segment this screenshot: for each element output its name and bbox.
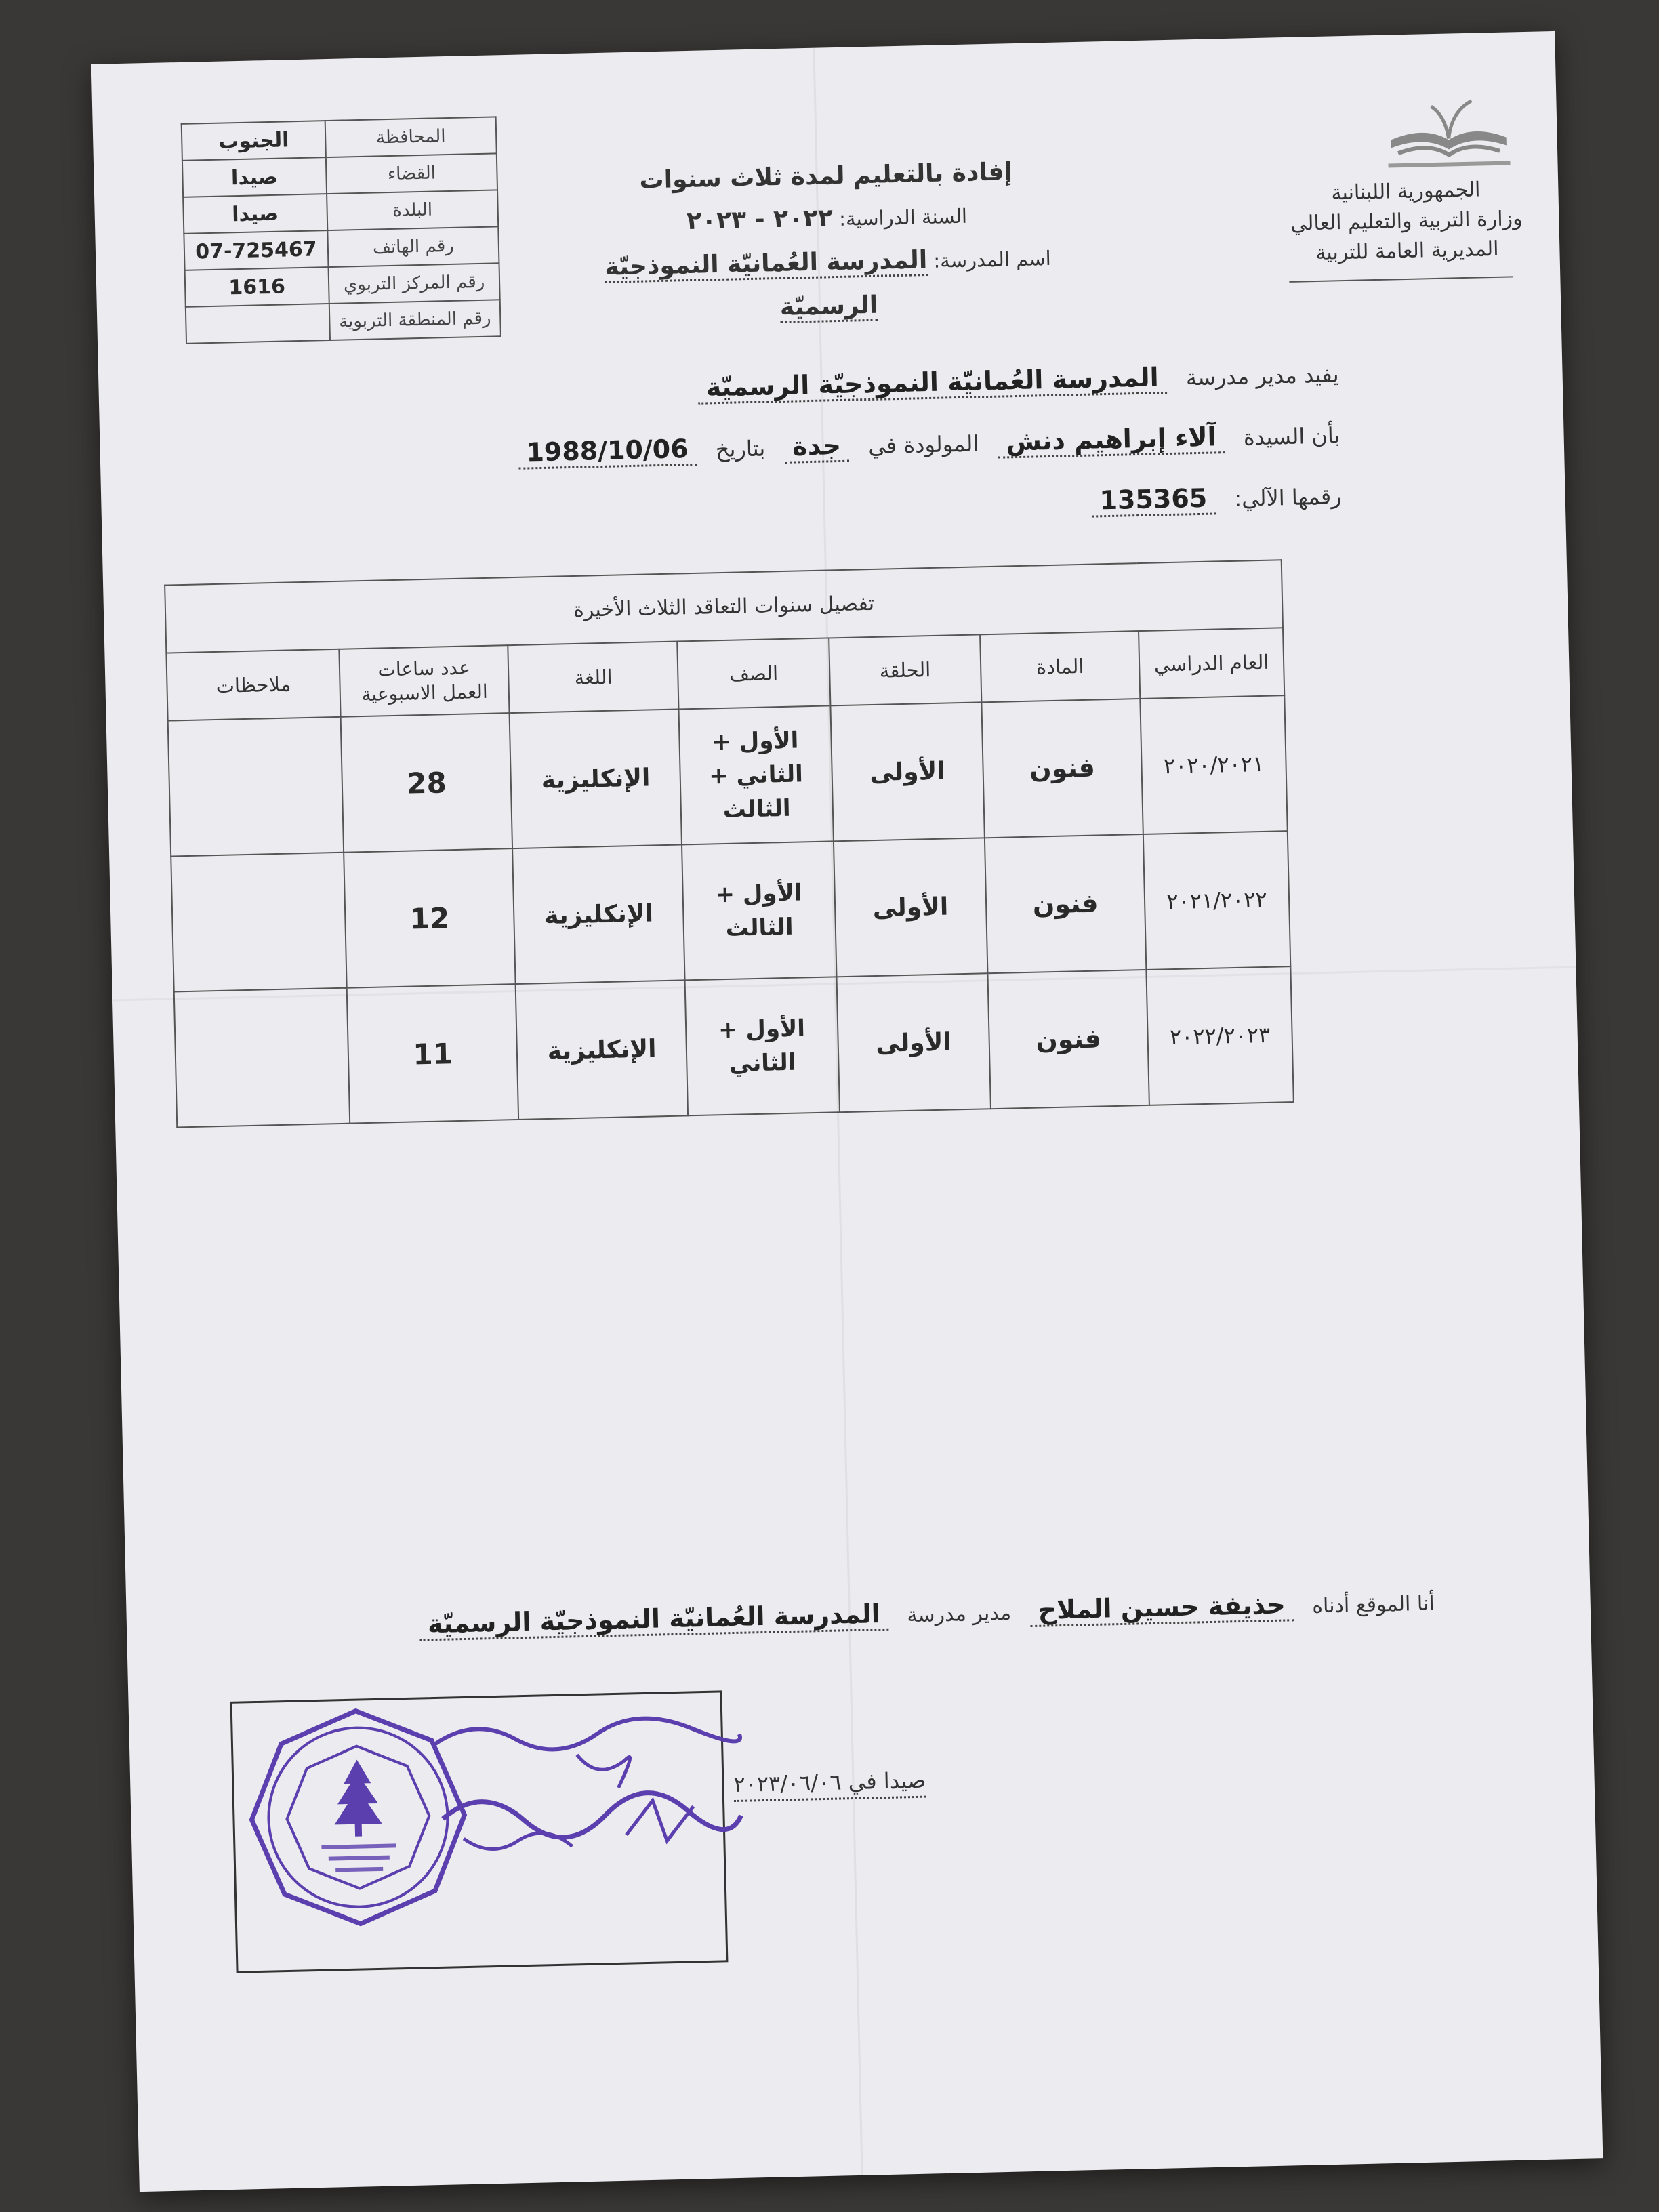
table-row — [186, 300, 501, 344]
info-value: صيدا — [182, 157, 327, 197]
header-hours-line: عدد ساعات — [377, 656, 471, 681]
table-row — [171, 831, 1290, 991]
info-value — [186, 304, 330, 344]
school-name-label: اسم المدرسة: — [933, 246, 1052, 272]
header-grade: الصف — [677, 638, 830, 709]
header-language: اللغة — [508, 642, 679, 714]
info-key: رقم المنطقة التربوية — [329, 300, 501, 340]
closing-line-1 — [419, 1586, 1435, 1639]
cell-grade — [685, 977, 840, 1115]
born-in-label: المولودة في — [867, 430, 979, 459]
cell-language: الإنكليزية — [513, 844, 685, 984]
cell-hours: 28 — [340, 713, 512, 853]
birth-date: 1988/10/06 — [518, 434, 697, 470]
info-key: القضاء — [326, 153, 497, 194]
header-year: العام الدراسي — [1139, 628, 1284, 699]
body-line-3 — [325, 480, 1342, 533]
cell-subject: فنون — [981, 699, 1143, 838]
school-name-row — [583, 235, 1073, 334]
person-name: آلاء إبراهيم دنش — [998, 422, 1225, 459]
grade-line: الأول + — [711, 726, 799, 756]
body-prefix: بأن السيدة — [1243, 422, 1340, 451]
closing-school-name: المدرسة العُمانيّة النموذجيّة الرسميّة — [419, 1599, 889, 1641]
grade-line: الثالث — [722, 794, 792, 824]
info-value: 1616 — [185, 267, 329, 307]
document-header — [581, 150, 1073, 334]
school-name-value: المدرسة العُمانيّة النموذجيّة الرسميّة — [605, 246, 928, 323]
ministry-book-logo-icon — [1376, 96, 1521, 181]
role-label: مدير مدرسة — [906, 1601, 1012, 1628]
cell-hours: 11 — [347, 984, 519, 1124]
grade-line: الأول + — [715, 879, 802, 909]
info-key: المحافظة — [325, 117, 497, 157]
school-name: المدرسة العُمانيّة النموذجيّة الرسميّة — [697, 362, 1167, 405]
info-key: رقم الهاتف — [327, 226, 499, 267]
body-line-2 — [323, 419, 1340, 472]
birth-place: جدة — [784, 430, 850, 464]
header-subject: المادة — [980, 631, 1140, 702]
info-key: البلدة — [327, 190, 498, 230]
cell-cycle: الأولى — [836, 973, 991, 1112]
cell-year: ٢٠٢١/٢٠٢٢ — [1143, 831, 1291, 970]
school-year-label: السنة الدراسية: — [838, 204, 968, 230]
id-label: رقمها الآلي: — [1233, 483, 1343, 512]
grade-line: الثاني + — [708, 760, 804, 790]
ministry-line: الجمهورية اللبنانية — [1330, 178, 1481, 205]
info-value: 07-725467 — [184, 230, 328, 270]
table-row — [174, 966, 1294, 1127]
handwritten-signature-icon — [420, 1697, 750, 1901]
place-date: صيدا في ٢٠٢٣/٠٦/٠٦ — [733, 1767, 926, 1802]
ministry-heading — [1260, 173, 1553, 270]
cell-subject: فنون — [985, 834, 1146, 973]
cell-language: الإنكليزية — [516, 980, 688, 1120]
info-value: صيدا — [183, 194, 327, 234]
closing-prefix: أنا الموقع أدناه — [1311, 1591, 1435, 1618]
ministry-line: وزارة التربية والتعليم العالي — [1290, 207, 1523, 236]
body-line-1 — [322, 358, 1339, 411]
id-value: 135365 — [1091, 483, 1216, 517]
cell-cycle: الأولى — [833, 838, 987, 977]
signer-name: حذيفة حسين الملاح — [1029, 1589, 1294, 1627]
divider — [1289, 276, 1513, 282]
body-prefix: يفيد مدير مدرسة — [1185, 361, 1339, 391]
info-value: الجنوب — [182, 121, 326, 161]
table-caption: تفصيل سنوات التعاقد الثلاث الأخيرة — [165, 560, 1283, 653]
header-hours-line: العمل الاسبوعية — [361, 680, 489, 706]
grade-line: الأول + — [718, 1015, 806, 1044]
cell-notes — [171, 853, 346, 992]
date-label: بتاريخ — [715, 435, 766, 463]
header-cycle: الحلقة — [829, 634, 982, 705]
cell-year: ٢٠٢٠/٢٠٢١ — [1140, 695, 1288, 834]
cell-subject: فنون — [987, 970, 1149, 1109]
cell-cycle: الأولى — [830, 702, 985, 841]
header-notes: ملاحظات — [166, 649, 340, 721]
contracts-table — [164, 559, 1294, 1128]
school-info-table — [181, 116, 501, 344]
cell-grade — [679, 705, 834, 844]
header-hours — [339, 645, 510, 717]
table-row — [168, 695, 1288, 856]
school-year-value: ٢٠٢٢ - ٢٠٢٣ — [686, 204, 834, 236]
cell-hours: 12 — [344, 848, 516, 988]
cell-grade — [682, 841, 836, 980]
document-title: إفادة بالتعليم لمدة ثلاث سنوات — [639, 158, 1013, 194]
grade-line: الثاني — [729, 1048, 796, 1078]
info-key: رقم المركز التربوي — [329, 263, 500, 304]
cell-year: ٢٠٢٢/٢٠٢٣ — [1146, 966, 1294, 1105]
ministry-line: المديرية العامة للتربية — [1315, 237, 1499, 265]
certificate-page — [91, 31, 1603, 2192]
cell-notes — [168, 717, 344, 857]
grade-line: الثالث — [725, 913, 794, 942]
cell-notes — [174, 988, 350, 1128]
cell-language: الإنكليزية — [510, 709, 682, 848]
